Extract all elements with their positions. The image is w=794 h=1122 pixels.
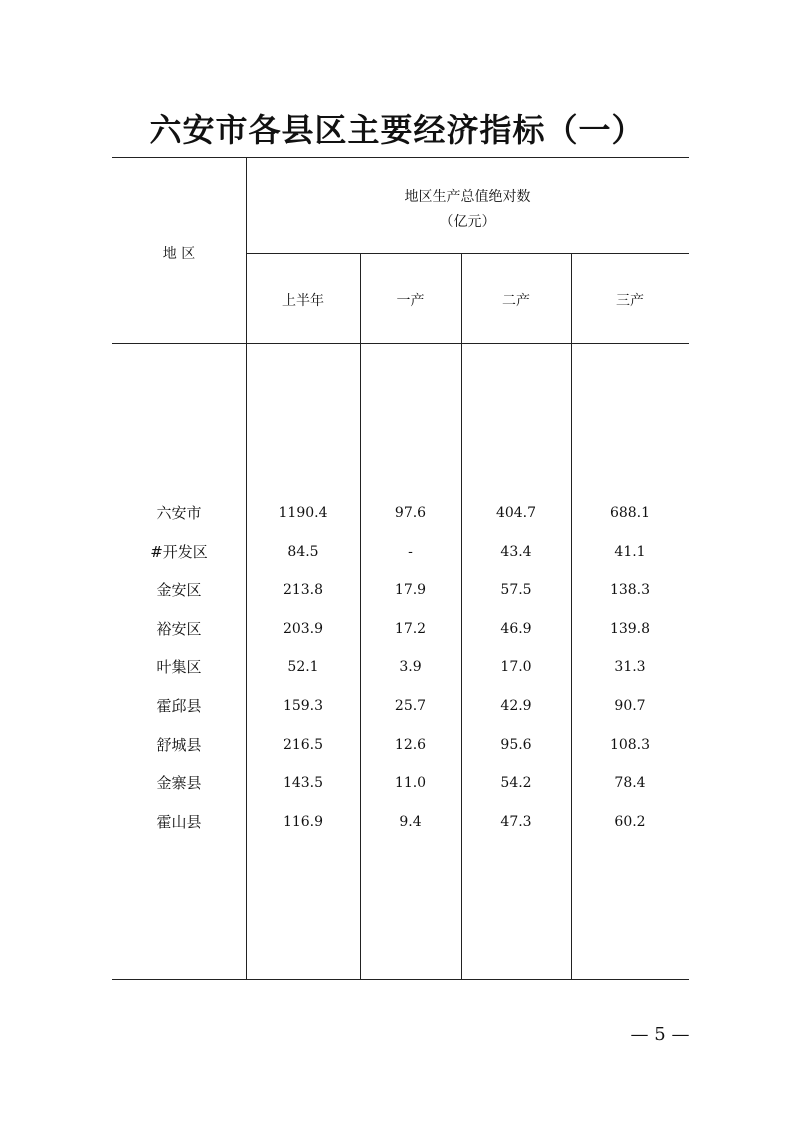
value-cell: 43.4 [500,544,532,560]
value-cell: 688.1 [609,505,651,521]
region-name: 舒城县 [156,736,202,754]
column-divider [571,253,572,979]
region-name: 霍邱县 [156,697,202,715]
value-cell: 213.8 [282,582,324,598]
value-cell: 97.6 [394,505,427,521]
value-cell: 11.0 [394,775,427,791]
table-bottom-border [112,979,689,980]
value-cell: 116.9 [282,814,324,830]
value-cell: 57.5 [500,582,532,598]
column-header-secondary: 二产 [502,293,530,309]
page-number: — 5 — [630,1024,690,1045]
header-bottom-border [112,343,689,344]
region-name: #开发区 [150,543,208,561]
value-cell: 139.8 [609,621,651,637]
column-header-primary: 一产 [396,293,425,309]
region-name: 裕安区 [156,620,202,638]
value-cell: 159.3 [282,698,324,714]
value-cell: 17.9 [394,582,427,598]
value-cell: 31.3 [614,659,646,675]
column-header-first-half: 上半年 [282,293,324,309]
value-cell: 78.4 [614,775,646,791]
value-cell: 203.9 [282,621,324,637]
value-cell: 90.7 [614,698,646,714]
value-cell: 54.2 [500,775,532,791]
value-cell: 25.7 [394,698,427,714]
value-cell: 42.9 [500,698,532,714]
value-cell: 9.4 [399,814,422,830]
header-divider [246,253,689,254]
value-cell: 216.5 [282,737,324,753]
value-cell: 46.9 [500,621,532,637]
region-name: 金寨县 [156,774,202,792]
value-cell: 3.9 [399,659,422,675]
value-cell: 17.2 [394,621,427,637]
unit-label: （亿元） [439,214,496,230]
value-cell: 108.3 [609,737,651,753]
column-divider [360,253,361,979]
value-cell: 60.2 [614,814,646,830]
value-cell: 47.3 [500,814,532,830]
value-cell: 84.5 [287,544,319,560]
column-divider [246,157,247,979]
region-name: 金安区 [156,581,202,599]
region-column-header: 地 区 [162,246,196,262]
value-cell: 17.0 [500,659,532,675]
column-header-tertiary: 三产 [616,293,644,309]
value-cell: 41.1 [614,544,646,560]
region-name: 叶集区 [156,658,202,676]
value-cell: 12.6 [394,737,427,753]
gdp-group-header: 地区生产总值绝对数 [404,189,531,205]
value-cell: 138.3 [609,582,651,598]
table-top-border [112,157,689,158]
value-cell: 52.1 [287,659,319,675]
value-cell: 143.5 [282,775,324,791]
value-cell: 404.7 [495,505,537,521]
region-name: 六安市 [156,504,202,522]
column-divider [461,253,462,979]
region-name: 霍山县 [156,813,202,831]
page-title: 六安市各县区主要经济指标（一） [149,111,645,149]
value-cell: 95.6 [500,737,532,753]
value-cell: 1190.4 [278,505,328,521]
value-cell: - [408,544,413,560]
